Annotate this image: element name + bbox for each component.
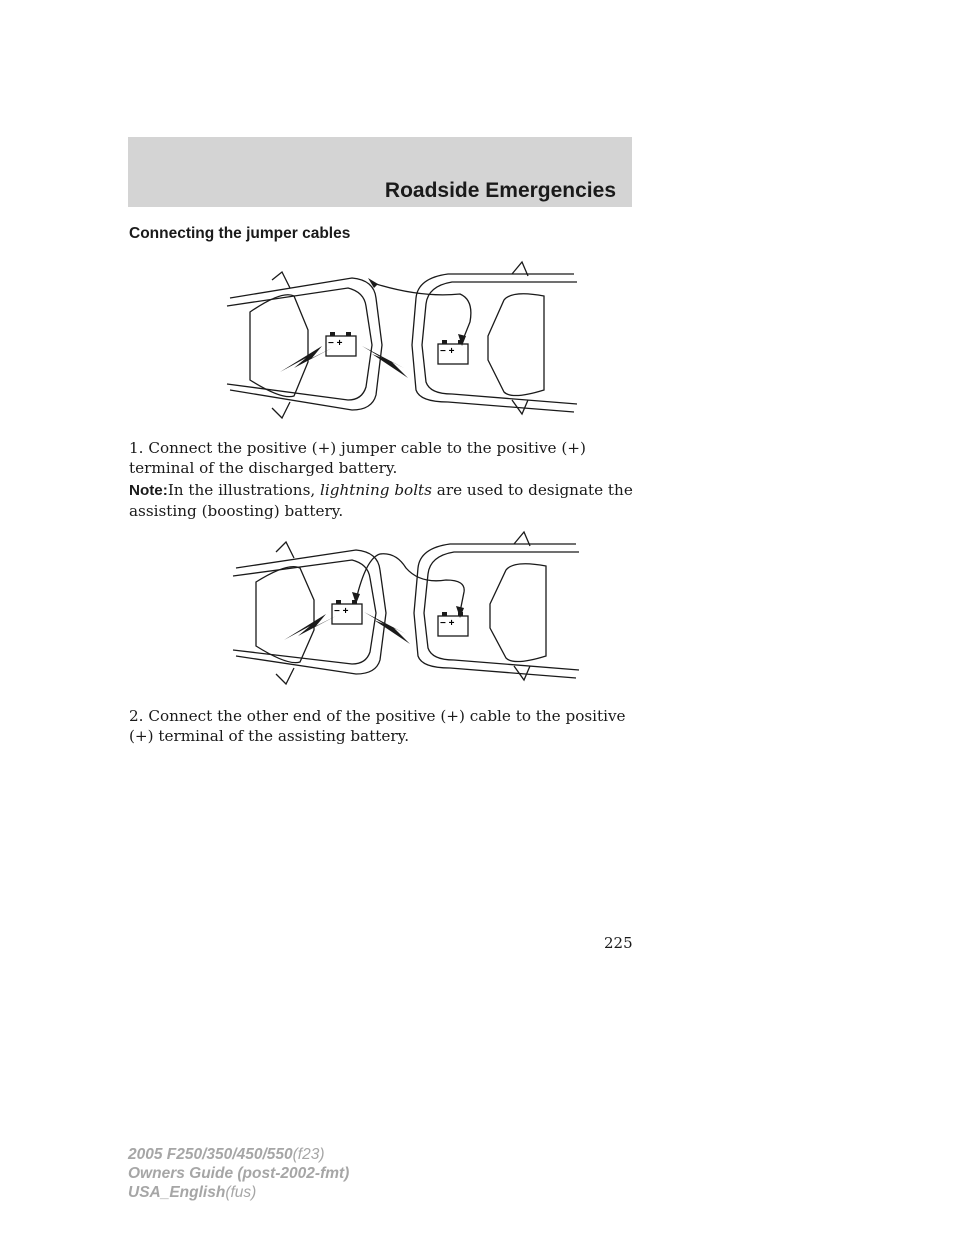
car-top-view-icon <box>227 262 577 418</box>
page-number: 225 <box>604 934 633 952</box>
step-2-text: 2. Connect the other end of the positive (+) cable to the positive (+) terminal of the assisting battery. <box>129 707 626 745</box>
footer-guide: Owners Guide (post-2002-fmt) <box>128 1165 350 1182</box>
section-header-title: Roadside Emergencies <box>384 179 616 202</box>
note-emphasis: lightning bolts <box>320 481 432 499</box>
battery-terminal-label: − + <box>328 338 343 349</box>
jumper-figure-1 <box>222 250 582 430</box>
footer-language: USA_English <box>128 1184 226 1201</box>
note-text-before: In the illustrations, <box>167 481 316 499</box>
footer-language-code: (fus) <box>225 1184 257 1201</box>
battery-icon <box>438 612 468 636</box>
battery-terminal-label: − + <box>334 606 349 617</box>
battery-terminal-label: − + <box>440 618 455 629</box>
lightning-bolt-icon <box>364 612 410 644</box>
battery-icon <box>326 332 356 356</box>
section-title: Connecting the jumper cables <box>129 225 351 242</box>
jumper-cable-icon <box>352 554 464 618</box>
header-band <box>128 137 632 207</box>
document-footer <box>128 1145 349 1202</box>
battery-icon <box>438 340 468 364</box>
car-top-view-icon <box>233 532 579 684</box>
battery-terminal-label: − + <box>440 346 455 357</box>
note-text-after: are used to designate the assisting (boosting) battery. <box>129 481 633 520</box>
jumper-figure-2 <box>230 528 582 693</box>
step-1-text: 1. Connect the positive (+) jumper cable to the positive (+) terminal of the discharged battery. <box>129 439 586 477</box>
battery-icon <box>332 600 362 624</box>
note-label: Note: <box>129 482 168 499</box>
lightning-bolt-icon <box>362 346 408 378</box>
footer-model: 2005 F250/350/450/550 <box>128 1146 293 1163</box>
lightning-bolt-icon <box>284 614 336 640</box>
footer-model-code: (f23) <box>292 1146 325 1163</box>
note-paragraph <box>129 480 639 521</box>
